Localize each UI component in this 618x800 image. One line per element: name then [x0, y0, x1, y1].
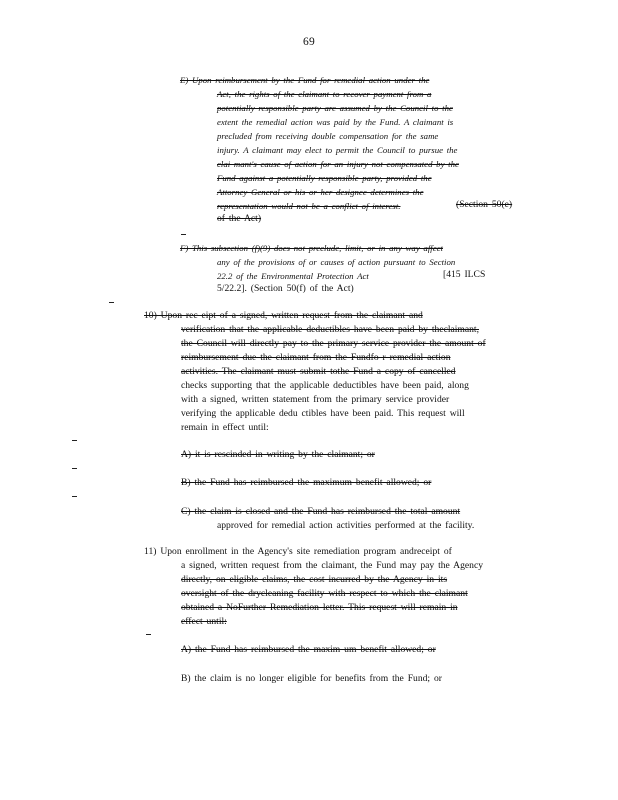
item-10-line-8: verifying the applicable dedu ctibles have been paid. This request will — [181, 408, 465, 419]
item-11-line-2: a signed, written request from the claimant, the Fund may pay the Agency — [181, 560, 484, 571]
item-10-line-6: checks supporting that the applicable deductibles have been paid, along — [181, 380, 469, 391]
para-f-line-4: 5/22.2]. (Section 50(f) of the Act) — [217, 283, 354, 294]
item-10-line-2: verification that the applicable deductibles have been paid by theclaimant, — [181, 324, 480, 335]
para-f-line-1: F) This subsection (f)(9) does not preclude, limit, or in any way affect — [180, 243, 443, 253]
item-10-line-3: the Council will directly pay to the primary service provider the amount of — [181, 338, 486, 349]
para-f-line-3: 22.2 of the Environmental Protection Act — [217, 271, 369, 281]
item-11-line-5: obtained a NoFurther Remediation letter. This request will remain in — [181, 602, 458, 613]
item-10-c-line-1: C) the claim is closed and the Fund has reimbursed the total amount — [181, 506, 461, 517]
item-11-line-6: effect until: — [181, 616, 227, 627]
para-e-line-5: precluded from receiving double compensation for the same — [217, 131, 439, 141]
item-10-c-line-2: approved for remedial action activities performed at the facility. — [217, 520, 475, 531]
deletion-mark — [181, 234, 186, 235]
para-e-line-3: potentially responsible party are assumed by the Council to the — [217, 103, 453, 113]
para-e-line-10: representation would not be a conflict of interest. — [217, 201, 401, 211]
para-e-line-8: Fund against a potentially responsible party, provided the — [217, 173, 432, 183]
para-e-line-1: E) Upon reimbursement by the Fund for remedial action under the — [180, 75, 430, 85]
item-10-line-4: reimbursement due the claimant from the Fundfo r remedial action — [181, 352, 451, 363]
item-11-line-1: 11) Upon enrollment in the Agency's site remediation program andreceipt of — [144, 546, 452, 557]
item-10-b: B) the Fund has reimbursed the maximum benefit allowed; or — [181, 477, 432, 488]
page-number: 69 — [302, 36, 316, 48]
para-e-line-11: of the Act) — [217, 213, 262, 224]
deletion-mark — [109, 302, 114, 303]
para-f-citation: [415 ILCS — [443, 269, 486, 280]
para-e-line-7: clai mant's cause of action for an injury not compensated by the — [217, 159, 459, 169]
item-11-b: B) the claim is no longer eligible for benefits from the Fund; or — [181, 673, 442, 684]
item-10-line-5: activities. The claimant must submit tothe Fund a copy of cancelled — [181, 366, 456, 377]
item-10-line-9: remain in effect until: — [181, 422, 269, 433]
deletion-mark — [146, 634, 151, 635]
item-10-line-7: with a signed, written statement from the primary service provider — [181, 394, 450, 405]
para-f-line-2: any of the provisions of or causes of action pursuant to Section — [217, 257, 456, 267]
item-11-line-4: oversight of the drycleaning facility with respect to which the claimant — [181, 588, 468, 599]
para-e-line-6: injury. A claimant may elect to permit the Council to pursue the — [217, 145, 458, 155]
deletion-mark — [72, 440, 77, 441]
item-10-line-1: 10) Upon rec eipt of a signed, written request from the claimant and — [144, 310, 423, 321]
deletion-mark — [72, 468, 77, 469]
para-e-line-9: Attorney General or his or her designee determines the — [217, 187, 424, 197]
para-e-line-4: extent the remedial action was paid by the Fund. A claimant is — [217, 117, 454, 127]
para-e-citation: (Section 50(e) — [456, 199, 513, 210]
deletion-mark — [72, 496, 77, 497]
item-10-a: A) it is rescinded in writing by the claimant; or — [181, 449, 375, 460]
para-e-line-2: Act, the rights of the claimant to recover payment from a — [217, 89, 432, 99]
item-11-line-3: directly, on eligible claims, the cost incurred by the Agency in its — [181, 574, 448, 585]
item-11-a: A) the Fund has reimbursed the maxim um benefit allowed; or — [181, 644, 436, 655]
